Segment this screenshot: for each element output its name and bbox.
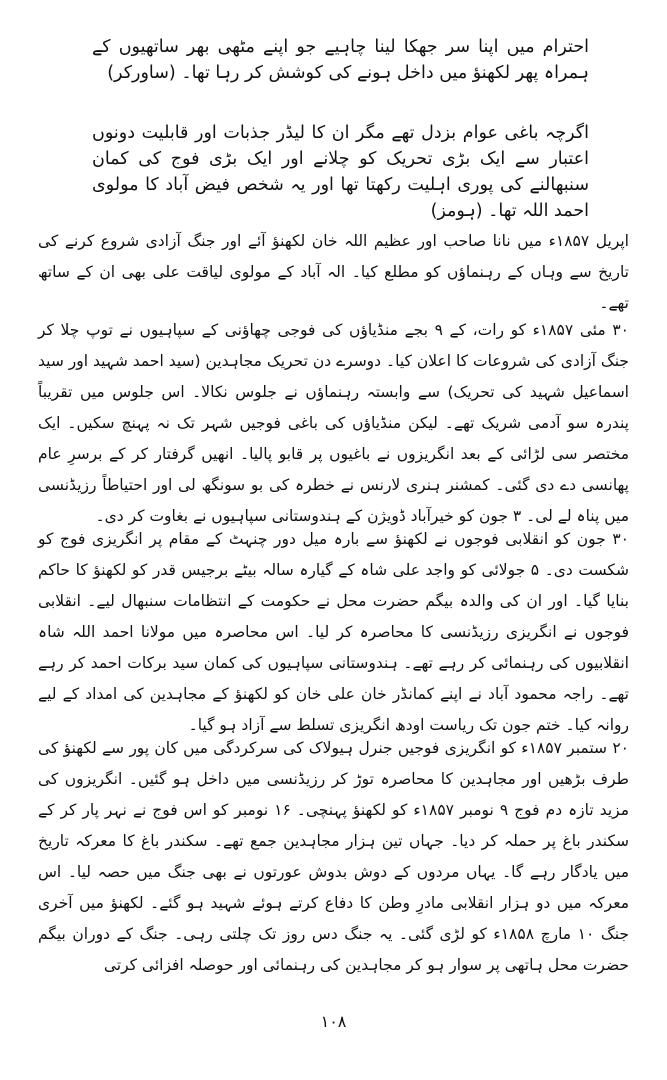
paragraph-april-1857: اپریل ۱۸۵۷ء میں نانا صاحب اور عظیم اللہ خان لکھنؤ آئے اور جنگ آزادی شروع کرنے کی تاریخ سے وہاں کے رہنماؤں کو مطلع کیا۔ الہ آباد کے مولوی لیاقت علی بھی ان کے ساتھ تھے۔: [38, 232, 629, 312]
page-number: ۱۰۸: [320, 1012, 347, 1031]
quote-holmes: اگرچہ باغی عوام بزدل تھے مگر ان کا لیڈر جذبات اور قابلیت دونوں اعتبار سے ایک بڑی تحریک کو چلانے اور ایک بڑی فوج کی کمان سنبھالنے کی پوری اہلیت رکھتا تھا اور یہ شخص فیض آباد کا مولوی احمد اللہ تھا۔ (ہومز): [92, 123, 589, 221]
quote-savarkar: احترام میں اپنا سر جھکا لینا چاہیے جو اپنے مٹھی بھر ساتھیوں کے ہمراہ پھر لکھنؤ میں داخل ہونے کی کوشش کر رہا تھا۔ (ساورکر): [92, 37, 589, 83]
paragraph-30-may-1857: ۳۰ مئی ۱۸۵۷ء کو رات، کے ۹ بجے منڈیاؤں کی فوجی چھاؤنی کے سپاہیوں نے توپ چلا کر جنگ آزادی کی شروعات کا اعلان کیا۔ دوسرے دن تحریک مجاہدین (سید احمد شہید اور سید اسماعیل شہید کی تحریک) سے وابستہ رہنماؤں نے جلوس نکالا۔ اس جلوس میں تقریباً پندرہ سو آدمی شریک تھے۔ لیکن منڈیاؤں کی باغی فوجیں شہر تک نہ پہنچ سکیں۔ ایک مختصر سی لڑائی کے بعد انگریزوں نے باغیوں پر قابو پالیا۔ انھیں گرفتار کر کے برسرِ عام پھانسی دے دی گئی۔ کمشنر ہنری لارنس نے خطرہ کی بو سونگھ لی اور احتیاطاً رزیڈنسی میں پناہ لے لی۔ ۳ جون کو خیرآباد ڈویژن کے ہندوستانی سپاہیوں نے بغاوت کر دی۔: [38, 321, 629, 525]
paragraph-30-june: ۳۰ جون کو انقلابی فوجوں نے لکھنؤ سے بارہ میل دور چنہٹ کے مقام پر انگریزی فوج کو شکست دی۔ ۵ جولائی کو واجد علی شاہ کے گیارہ سالہ بیٹے برجیس قدر کو لکھنؤ کا حاکم بنایا گیا۔ اور ان کی والدہ بیگم حضرت محل نے حکومت کے انتظامات سنبھال لیے۔ انقلابی فوجوں نے انگریزی رزیڈنسی کا محاصرہ کر لیا۔ اس محاصرہ میں مولانا احمد اللہ شاہ انقلابیوں کی رہنمائی کر رہے تھے۔ ہندوستانی سپاہیوں کی کمان سید برکات احمد کر رہے تھے۔ راجہ محمود آباد نے اپنے کمانڈر خان علی خان کو لکھنؤ کے مجاہدین کی امداد کے لیے روانہ کیا۔ ختم جون تک ریاست اودھ انگریزی تسلط سے آزاد ہو گیا۔: [38, 530, 629, 734]
paragraph-20-september-1857: ۲۰ ستمبر ۱۸۵۷ء کو انگریزی فوجیں جنرل ہیولاک کی سرکردگی میں کان پور سے لکھنؤ کی طرف بڑھیں اور مجاہدین کا محاصرہ توڑ کر رزیڈنسی میں داخل ہو گئیں۔ انگریزوں کی مزید تازہ دم فوج ۹ نومبر ۱۸۵۷ء کو لکھنؤ پہنچی۔ ۱۶ نومبر کو اس فوج نے نہر پار کر کے سکندر باغ پر حملہ کر دیا۔ جہاں تین ہزار مجاہدین جمع تھے۔ سکندر باغ کا معرکہ تاریخ میں یادگار رہے گا۔ یہاں مردوں کے دوش بدوش عورتوں نے بھی جنگ میں حصہ لیا۔ اس معرکہ میں دو ہزار انقلابی مادرِ وطن کا دفاع کرتے ہوئے شہید ہو گئے۔ لکھنؤ میں آخری جنگ ۱۰ مارچ ۱۸۵۸ء کو لڑی گئی۔ یہ جنگ دس روز تک چلتی رہی۔ جنگ کے دوران بیگم حضرت محل ہاتھی پر سوار ہو کر مجاہدین کی رہنمائی اور حوصلہ افزائی کرتی: [38, 739, 630, 974]
